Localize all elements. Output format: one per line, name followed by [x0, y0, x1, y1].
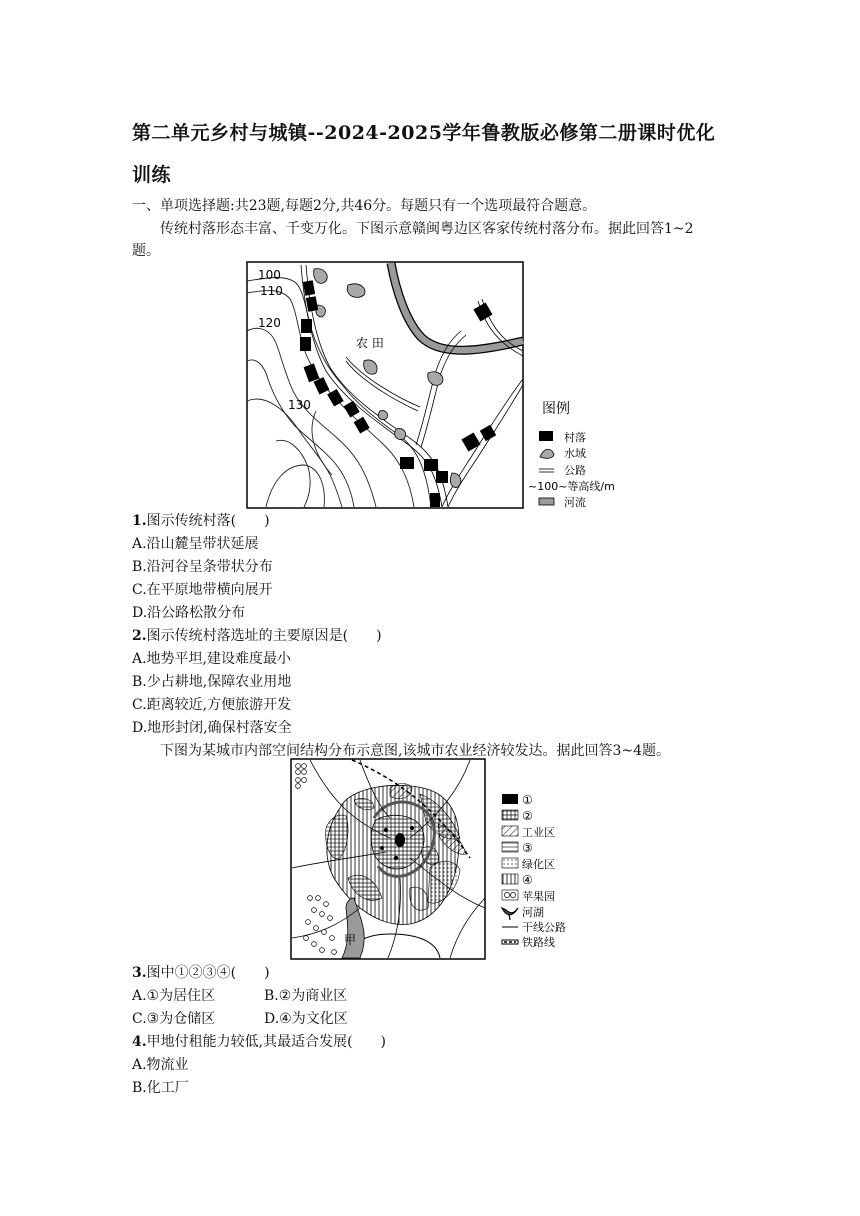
legend-river: 河流: [564, 496, 586, 509]
village-distribution-map: [246, 261, 618, 511]
q2-stem-text: 图示传统村落选址的主要原因是( ): [146, 628, 382, 644]
legend-contour: ~100~等高线/m: [528, 480, 615, 493]
water-legend-swatch: [540, 449, 554, 458]
q3-stem: [132, 962, 270, 984]
contour-label-110: 110: [260, 284, 283, 298]
farmland-label: 农 田: [356, 336, 384, 350]
q4-number: 4.: [132, 1034, 147, 1050]
legend-orchard: 苹果园: [522, 890, 555, 903]
legend-4: ④: [522, 873, 533, 887]
legend-green: 绿化区: [522, 858, 555, 871]
legend-road: 公路: [564, 464, 586, 477]
legend-lake: 河湖: [522, 906, 544, 919]
q1-option-d[interactable]: D.沿公路松散分布: [132, 605, 246, 621]
q4-stem: [132, 1031, 386, 1053]
legend-industrial: 工业区: [522, 826, 555, 839]
q1-number: 1.: [132, 513, 147, 529]
q3-option-c[interactable]: C.③为仓储区: [132, 1011, 216, 1027]
q3-option-b[interactable]: B.②为商业区: [264, 988, 348, 1004]
doc-title-line2: 训练: [132, 164, 172, 186]
legend-1: ①: [522, 793, 533, 807]
legend-railway: 铁路线: [522, 936, 555, 949]
q1-option-c[interactable]: C.在平原地带横向展开: [132, 582, 273, 598]
q4-option-a[interactable]: A.物流业: [132, 1057, 189, 1073]
legend-water: 水域: [564, 447, 586, 460]
legend-2: ②: [522, 809, 533, 823]
q1-stem: [132, 510, 270, 532]
contour-label-130: 130: [288, 398, 311, 412]
q2-option-d[interactable]: D.地形封闭,确保村落安全: [132, 720, 292, 736]
q1-option-b[interactable]: B.沿河谷呈条带状分布: [132, 559, 273, 575]
q2-number: 2.: [132, 628, 147, 644]
legend-highway: 干线公路: [522, 921, 566, 934]
map1-legend-title: 图例: [542, 401, 570, 417]
q3-stem-text: 图中①②③④( ): [146, 965, 270, 981]
contour-label-120: 120: [258, 316, 281, 330]
legend-3: ③: [522, 841, 533, 855]
q3-option-a[interactable]: A.①为居住区: [132, 988, 216, 1004]
q4-option-b[interactable]: B.化工厂: [132, 1080, 189, 1096]
intro1-line2: 题。: [132, 243, 160, 259]
q2-option-b[interactable]: B.少占耕地,保障农业用地: [132, 674, 292, 690]
doc-title-line1: 第二单元乡村与城镇--2024-2025学年鲁教版必修第二册课时优化: [132, 122, 716, 144]
q2-option-c[interactable]: C.距离较近,方便旅游开发: [132, 697, 292, 713]
intro2: 下图为某城市内部空间结构分布示意图,该城市农业经济较发达。据此回答3~4题。: [160, 743, 670, 759]
village-legend-swatch: [539, 431, 553, 441]
legend-village: 村落: [564, 431, 586, 444]
intro1-line1: 传统村落形态丰富、千变万化。下图示意赣闽粤边区客家传统村落分布。据此回答1~2: [160, 221, 694, 237]
q3-number: 3.: [132, 965, 147, 981]
q2-stem: [132, 625, 382, 647]
q3-option-d[interactable]: D.④为文化区: [264, 1011, 348, 1027]
section-heading: 一、单项选择题:共23题,每题2分,共46分。每题只有一个选项最符合题意。: [132, 198, 597, 214]
q4-stem-text: 甲地付租能力较低,其最适合发展( ): [146, 1034, 386, 1050]
q1-option-a[interactable]: A.沿山麓呈带状延展: [132, 536, 259, 552]
contour-label-100: 100: [258, 268, 281, 282]
place-jia-label: 甲: [344, 933, 357, 947]
q1-stem-text: 图示传统村落( ): [146, 513, 270, 529]
river-legend-swatch: [539, 498, 554, 505]
city-structure-map: [290, 758, 600, 962]
q2-option-a[interactable]: A.地势平坦,建设难度最小: [132, 651, 292, 667]
